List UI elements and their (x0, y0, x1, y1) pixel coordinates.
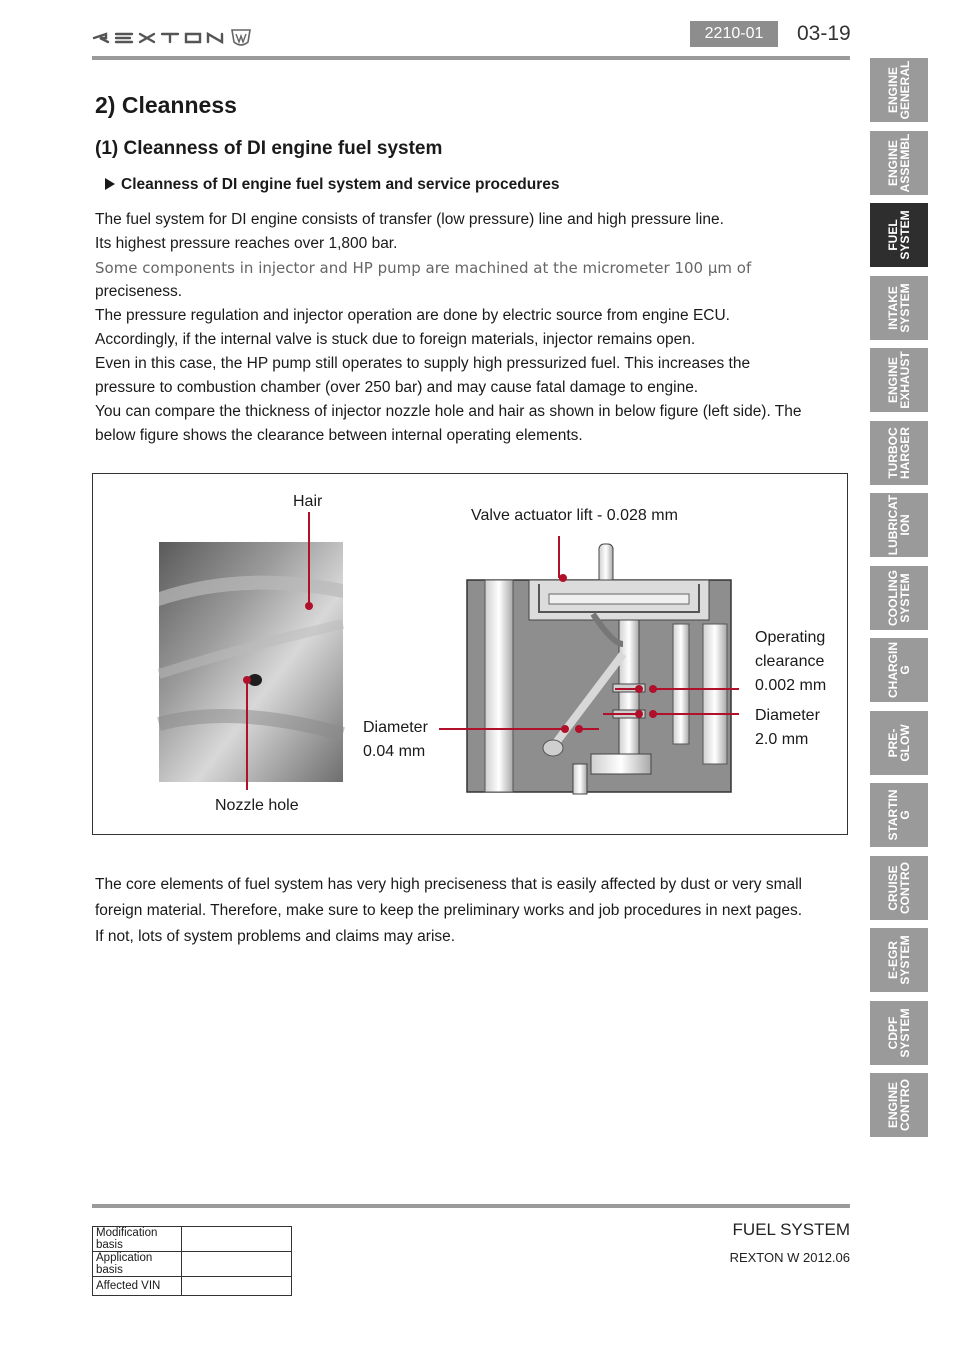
chapter-tab[interactable] (870, 1073, 928, 1137)
intro-line: The fuel system for DI engine consists of transfer (low pressure) line and high pressure line. (95, 211, 724, 228)
chapter-tab-label: ENGINE EXHAUST (886, 351, 912, 409)
subsection-title: (1) Cleanness of DI engine fuel system (95, 138, 443, 159)
footer-rule (92, 1204, 850, 1208)
bullet-heading (105, 176, 559, 194)
footer-model: REXTON W 2012.06 (729, 1250, 850, 1265)
label-line: Diameter (755, 707, 820, 724)
revision-table (92, 1226, 292, 1296)
chapter-tab[interactable] (870, 203, 928, 267)
chapter-tab-label: E-EGR SYSTEM (886, 935, 912, 985)
chapter-tab[interactable] (870, 783, 928, 847)
intro-line: Its highest pressure reaches over 1,800 bar. (95, 235, 398, 252)
section-title: 2) Cleanness (95, 92, 237, 118)
hair-label: Hair (293, 493, 323, 510)
closing-line: If not, lots of system problems and claims may arise. (95, 928, 456, 945)
chapter-tab[interactable] (870, 566, 928, 630)
injector-clearance-figure (92, 473, 848, 835)
rexton-logo (92, 22, 262, 52)
chapter-tab-label: STARTIN G (886, 789, 912, 841)
table-cell-label: Affected VIN (93, 1277, 182, 1296)
valve-lift-label: Valve actuator lift - 0.028 mm (471, 507, 678, 524)
chapter-tab[interactable] (870, 928, 928, 992)
chapter-tab[interactable] (870, 131, 928, 195)
chapter-tab-label: ENGINE CONTRO (886, 1079, 912, 1131)
diameter-right-label (755, 704, 820, 752)
chapter-tab-label: ENGINE GENERAL (886, 60, 912, 120)
label-line: Operating (755, 629, 826, 646)
chapter-tab-label: COOLING SYSTEM (886, 569, 912, 626)
closing-line: The core elements of fuel system has very high preciseness that is easily affected by dust or very small (95, 876, 803, 893)
intro-line: preciseness. (95, 283, 183, 300)
operating-clearance-label (755, 626, 826, 698)
play-arrow-icon (105, 178, 115, 190)
table-cell-value (182, 1277, 292, 1296)
chapter-tab-label: ENGINE ASSEMBL (886, 133, 912, 192)
chapter-tab-label: CRUISE CONTRO (886, 861, 912, 914)
chapter-tab[interactable] (870, 348, 928, 412)
intro-line: Accordingly, if the internal valve is stuck due to foreign materials, injector remains open. (95, 331, 696, 348)
chapter-tab[interactable] (870, 638, 928, 702)
intro-line: below figure shows the clearance between internal operating elements. (95, 427, 583, 444)
chapter-tab[interactable] (870, 58, 928, 122)
intro-paragraph (95, 208, 845, 448)
bullet-text: Cleanness of DI engine fuel system and service procedures (121, 176, 560, 193)
chapter-tab-label: LUBRICAT ION (886, 494, 912, 556)
chapter-tab[interactable] (870, 493, 928, 557)
table-cell-label: Application basis (93, 1252, 182, 1277)
chapter-tab[interactable] (870, 1001, 928, 1065)
chapter-tab-label: PRE- GLOW (886, 723, 912, 762)
label-line: Diameter (363, 719, 428, 736)
diameter-left-label (363, 716, 428, 764)
intro-line: The pressure regulation and injector operation are done by electric source from engine ECU. (95, 307, 730, 324)
table-cell-label: Modification basis (93, 1227, 182, 1252)
intro-line: You can compare the thickness of injector nozzle hole and hair as shown in below figure (left side). The (95, 403, 802, 420)
intro-line: pressure to combustion chamber (over 250 bar) and may cause fatal damage to engine. (95, 379, 699, 396)
closing-line: foreign material. Therefore, make sure to keep the preliminary works and job procedures in next pages. (95, 902, 803, 919)
header-rule (92, 56, 850, 60)
label-line: clearance (755, 653, 825, 670)
injector-section (467, 544, 731, 794)
footer-section-name: FUEL SYSTEM (732, 1220, 850, 1239)
chapter-tab[interactable] (870, 711, 928, 775)
page-number: 03-19 (797, 22, 851, 45)
chapter-tab-label: TURBOC HARGER (886, 426, 912, 479)
nozzle-photo (159, 542, 343, 782)
label-line: 0.04 mm (363, 743, 426, 760)
intro-line: Even in this case, the HP pump still operates to supply high pressurized fuel. This increases the (95, 355, 751, 372)
doc-code: 2210-01 (690, 21, 778, 47)
table-row (93, 1277, 292, 1296)
label-line: 2.0 mm (755, 731, 809, 748)
closing-paragraph (95, 872, 845, 950)
label-line: 0.002 mm (755, 677, 827, 694)
chapter-tab[interactable] (870, 421, 928, 485)
table-cell-value (182, 1252, 292, 1277)
chapter-tab-label: FUEL SYSTEM (886, 210, 912, 260)
table-row (93, 1227, 292, 1252)
table-row (93, 1252, 292, 1277)
figure-drawing (93, 474, 849, 836)
chapter-tab-label: CDPF SYSTEM (886, 1007, 912, 1058)
chapter-tab-label: INTAKE SYSTEM (886, 282, 912, 333)
chapter-tab-label: CHARGIN G (886, 642, 912, 698)
chapter-tab[interactable] (870, 276, 928, 340)
nozzle-hole-label: Nozzle hole (215, 797, 299, 814)
chapter-tab[interactable] (870, 856, 928, 920)
intro-line: Some components in injector and HP pump are machined at the micrometer 100 μm of (95, 259, 752, 277)
table-cell-value (182, 1227, 292, 1252)
